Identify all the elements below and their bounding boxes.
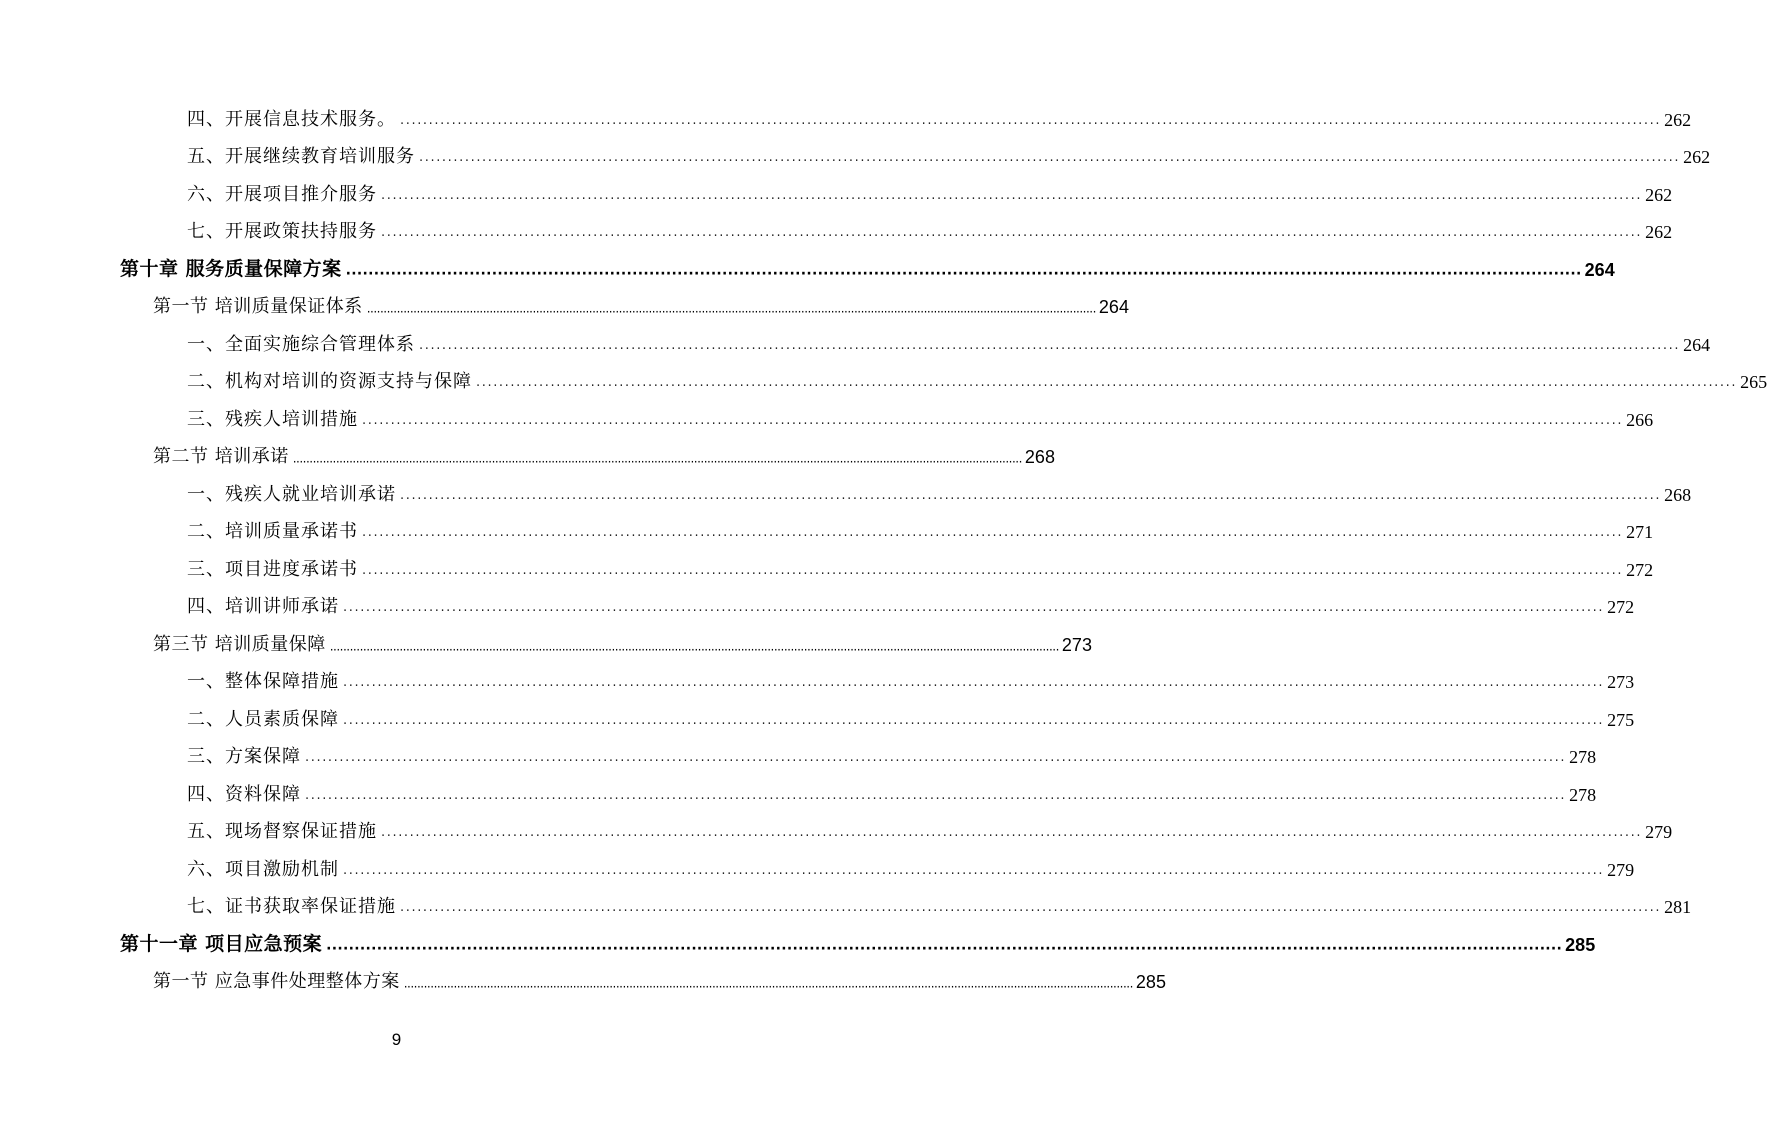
toc-entry-title: 六、开展项目推介服务 [187,183,377,205]
toc-entry-title: 第十章 服务质量保障方案 [120,257,342,280]
dot-leader: ···························································································································································································································· [419,341,1681,357]
toc-entry-title: 第二节 培训承诺 [153,446,289,467]
dot-leader: ···························································································································································································································· [400,116,1662,132]
toc-chapter-entry[interactable] [120,925,1596,963]
toc-entry-page-number: 262 [1664,109,1692,130]
toc-entry-title: 四、资料保障 [187,783,301,805]
toc-entry-title: 五、现场督察保证措施 [187,821,377,842]
toc-entry-page-number: 262 [1683,147,1711,167]
dot-leader: ···························································································································································································································· [343,604,1605,619]
toc-entry-page-number: 272 [1607,597,1635,617]
toc-item-entry[interactable] [120,475,1692,513]
dot-leader: ···························································································································································································································· [292,455,1022,469]
toc-entry-title: 第十一章 项目应急预案 [120,932,323,955]
toc-entry-page-number: 264 [1683,334,1711,355]
toc-item-entry[interactable] [120,700,1635,738]
toc-entry-page-number: 272 [1626,559,1654,580]
toc-section-entry[interactable] [120,963,1166,1001]
toc-entry-page-number: 268 [1664,484,1692,505]
toc-entry-title: 三、项目进度承诺书 [187,558,358,580]
dot-leader: ···························································································································································································································· [305,754,1567,769]
toc-item-entry[interactable] [120,663,1635,701]
toc-entry-title: 二、人员素质保障 [187,708,339,730]
toc-entry-title: 一、全面实施综合管理体系 [187,333,415,355]
toc-entry-page-number: 268 [1024,447,1055,467]
toc-section-entry[interactable] [120,438,1055,476]
dot-leader: ···························································································································································································································· [343,679,1605,694]
toc-item-entry[interactable] [120,550,1654,588]
toc-entry-title: 一、整体保障措施 [187,671,339,692]
toc-item-entry[interactable] [120,513,1654,551]
toc-entry-page-number: 271 [1626,522,1654,542]
toc-entry-title: 三、方案保障 [187,746,301,767]
dot-leader: ···························································································································································································································· [329,642,1059,657]
dot-leader: ···························································································································································································································· [381,829,1643,844]
toc-item-entry[interactable] [120,213,1673,251]
toc-entry-title: 七、证书获取率保证措施 [187,896,396,917]
dot-leader: ···························································································································································································································· [345,265,1582,282]
toc-item-entry[interactable] [120,738,1597,776]
toc-entry-title: 四、培训讲师承诺 [187,596,339,617]
toc-entry-title: 四、开展信息技术服务。 [187,108,396,130]
toc-entry-page-number: 281 [1664,897,1692,917]
toc-entry-title: 六、项目激励机制 [187,858,339,880]
toc-entry-title: 一、残疾人就业培训承诺 [187,483,396,505]
toc-entry-title: 五、开展继续教育培训服务 [187,146,415,167]
toc-chapter-entry[interactable] [120,250,1615,288]
toc-entry-title: 第一节 培训质量保证体系 [153,296,363,317]
toc-item-entry[interactable] [120,100,1692,138]
dot-leader: ···························································································································································································································· [400,904,1662,919]
dot-leader: ···························································································································································································································· [476,379,1738,394]
toc-item-entry[interactable] [120,138,1711,176]
toc-entry-title: 第一节 应急事件处理整体方案 [153,971,400,992]
page-number: 9 [391,1030,402,1049]
toc-item-entry[interactable] [120,813,1673,851]
toc-item-entry[interactable] [120,363,1767,401]
toc-item-entry[interactable] [120,775,1597,813]
dot-leader: ···························································································································································································································· [381,191,1643,207]
toc-entry-page-number: 265 [1740,372,1767,392]
toc-entry-page-number: 285 [1565,934,1596,955]
toc-item-entry[interactable] [120,400,1654,438]
dot-leader: ···························································································································································································································· [403,980,1133,994]
toc-entry-page-number: 285 [1135,972,1166,992]
toc-entry-page-number: 279 [1607,859,1635,880]
dot-leader: ···························································································································································································································· [362,416,1624,432]
toc-entry-title: 七、开展政策扶持服务 [187,221,377,242]
dot-leader: ···························································································································································································································· [362,566,1624,582]
toc-item-entry[interactable] [120,325,1711,363]
toc-section-entry[interactable] [120,288,1129,326]
toc-item-entry[interactable] [120,588,1635,626]
toc-entry-title: 二、机构对培训的资源支持与保障 [187,371,472,392]
toc-entry-page-number: 278 [1569,784,1597,805]
toc-entry-title: 三、残疾人培训措施 [187,408,358,430]
dot-leader: ···························································································································································································································· [400,491,1662,507]
dot-leader: ···························································································································································································································· [326,940,1563,957]
toc-item-entry[interactable] [120,850,1635,888]
dot-leader: ···························································································································································································································· [343,866,1605,882]
toc-entry-title: 第三节 培训质量保障 [153,633,326,655]
toc-item-entry[interactable] [120,888,1692,926]
dot-leader: ···························································································································································································································· [366,305,1096,319]
toc-entry-page-number: 266 [1626,409,1654,430]
dot-leader: ···························································································································································································································· [305,791,1567,807]
toc-item-entry[interactable] [120,175,1673,213]
toc-entry-page-number: 264 [1584,259,1615,280]
toc-entry-page-number: 279 [1645,822,1673,842]
toc-section-entry[interactable] [120,625,1092,663]
toc-entry-page-number: 262 [1645,222,1673,242]
table-of-contents [120,100,1767,1000]
dot-leader: ···························································································································································································································· [362,529,1624,544]
toc-entry-page-number: 275 [1607,709,1635,730]
toc-entry-page-number: 273 [1607,672,1635,692]
dot-leader: ···························································································································································································································· [419,154,1681,169]
dot-leader: ···························································································································································································································· [381,229,1643,244]
toc-entry-page-number: 278 [1569,747,1597,767]
dot-leader: ···························································································································································································································· [343,716,1605,732]
toc-entry-title: 二、培训质量承诺书 [187,521,358,542]
toc-entry-page-number: 262 [1645,184,1673,205]
toc-entry-page-number: 273 [1061,634,1092,655]
toc-entry-page-number: 264 [1098,297,1129,317]
